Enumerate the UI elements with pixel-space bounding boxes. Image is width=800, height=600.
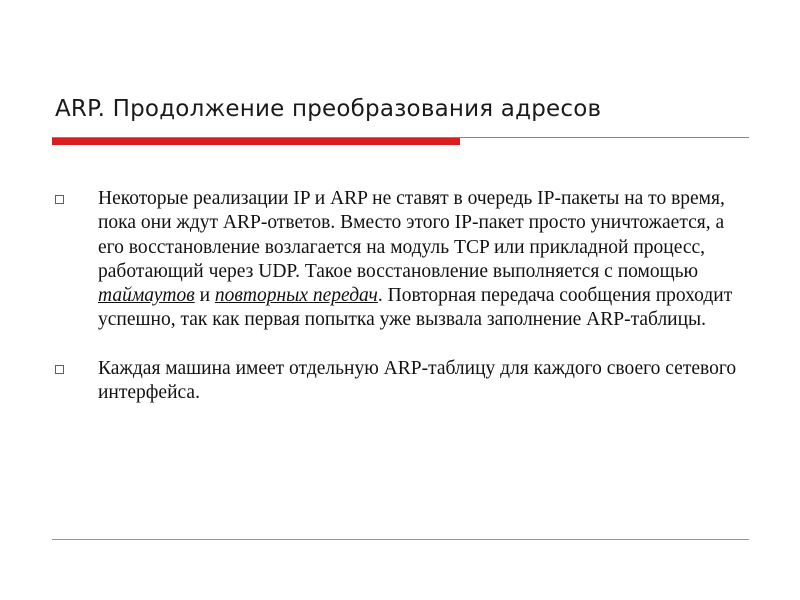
bullet-1-text-part-2: и: [194, 285, 215, 307]
square-bullet-icon: [55, 195, 64, 204]
retransmissions-link[interactable]: повторных передач: [214, 285, 378, 307]
bullet-item-2: [50, 357, 750, 406]
bullet-list: [50, 187, 750, 405]
bullet-1-text-part-1: Некоторые реализации IP и ARP не ставят в очередь IP-пакеты на то время, пока они ждут ARP-ответов. Вместо этого IP-пакет просто уничтожается, а его восстановление возлагается на модуль TCP или прикладной процесс, работающий через UDP. Такое восстановление выполняется с помощью: [98, 188, 725, 282]
square-bullet-icon: [55, 365, 64, 374]
title-divider-accent: [52, 138, 460, 145]
bullet-1-text-part-3: . Повторная передача сообщения проходит успешно, так как первая попытка уже вызвала заполнение ARP-таблицы.: [98, 285, 733, 331]
timeouts-link[interactable]: таймаутов: [98, 285, 195, 307]
slide-title: ARP. Продолжение преобразования адресов: [55, 96, 602, 122]
bullet-2-text: Каждая машина имеет отдельную ARP-таблицу для каждого своего сетевого интерфейса.: [98, 357, 737, 404]
footer-divider: [52, 539, 749, 540]
bullet-item-1: [50, 187, 750, 333]
